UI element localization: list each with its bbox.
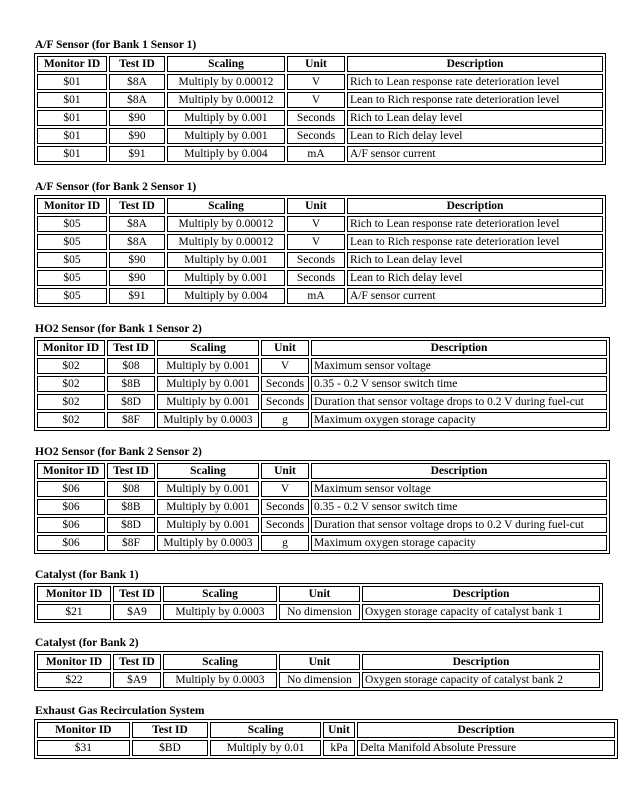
header-unit: Unit	[279, 586, 360, 602]
cell-description: Lean to Rich delay level	[347, 270, 603, 286]
cell-test-id: $8B	[107, 499, 155, 515]
cell-monitor-id: $06	[37, 481, 105, 497]
header-description: Description	[311, 463, 607, 479]
cell-unit: No dimension	[279, 604, 360, 620]
cell-monitor-id: $21	[37, 604, 111, 620]
header-monitor-id: Monitor ID	[37, 340, 105, 356]
cell-monitor-id: $06	[37, 499, 105, 515]
cell-scaling: Multiply by 0.0003	[157, 412, 259, 428]
cell-description: Lean to Rich response rate deterioration level	[347, 92, 603, 108]
section-title: Exhaust Gas Recirculation System	[35, 705, 205, 717]
cell-scaling: Multiply by 0.004	[167, 288, 285, 304]
header-description: Description	[362, 586, 600, 602]
table-row	[37, 412, 607, 428]
cell-monitor-id: $06	[37, 517, 105, 533]
cell-unit: Seconds	[261, 517, 309, 533]
header-scaling: Scaling	[210, 722, 321, 738]
header-description: Description	[362, 654, 600, 670]
cell-monitor-id: $22	[37, 672, 111, 688]
cell-monitor-id: $05	[37, 252, 107, 268]
table-header-row	[37, 722, 615, 738]
header-monitor-id: Monitor ID	[37, 654, 111, 670]
cell-test-id: $90	[109, 128, 165, 144]
cell-unit: Seconds	[261, 376, 309, 392]
cell-scaling: Multiply by 0.004	[167, 146, 285, 162]
section	[35, 636, 603, 691]
data-table	[34, 337, 610, 431]
table-header-row	[37, 340, 607, 356]
table-header-row	[37, 586, 600, 602]
cell-unit: V	[287, 216, 345, 232]
cell-scaling: Multiply by 0.0003	[163, 672, 277, 688]
cell-test-id: $91	[109, 288, 165, 304]
table-row	[37, 128, 603, 144]
table-row	[37, 252, 603, 268]
table-row	[37, 92, 603, 108]
cell-unit: Seconds	[287, 252, 345, 268]
cell-test-id: $08	[107, 481, 155, 497]
cell-description: Rich to Lean response rate deterioration level	[347, 216, 603, 232]
cell-scaling: Multiply by 0.001	[157, 499, 259, 515]
header-test-id: Test ID	[109, 56, 165, 72]
table-row	[37, 358, 607, 374]
cell-monitor-id: $02	[37, 358, 105, 374]
cell-scaling: Multiply by 0.00012	[167, 234, 285, 250]
cell-description: 0.35 - 0.2 V sensor switch time	[311, 376, 607, 392]
header-scaling: Scaling	[163, 586, 277, 602]
cell-monitor-id: $02	[37, 412, 105, 428]
cell-test-id: $8A	[109, 234, 165, 250]
table-row	[37, 604, 600, 620]
data-table	[34, 651, 603, 691]
cell-monitor-id: $05	[37, 216, 107, 232]
section	[35, 322, 610, 431]
cell-test-id: $8A	[109, 216, 165, 232]
table-row	[37, 481, 607, 497]
header-unit: Unit	[261, 463, 309, 479]
cell-test-id: $A9	[113, 672, 161, 688]
table-row	[37, 517, 607, 533]
table-header-row	[37, 654, 600, 670]
cell-scaling: Multiply by 0.01	[210, 740, 321, 756]
cell-unit: g	[261, 535, 309, 551]
cell-unit: Seconds	[287, 270, 345, 286]
cell-description: Lean to Rich response rate deterioration level	[347, 234, 603, 250]
header-monitor-id: Monitor ID	[37, 586, 111, 602]
cell-test-id: $BD	[132, 740, 209, 756]
cell-monitor-id: $01	[37, 74, 107, 90]
header-monitor-id: Monitor ID	[37, 198, 107, 214]
table-row	[37, 270, 603, 286]
section-title: Catalyst (for Bank 2)	[35, 637, 139, 649]
section	[35, 568, 603, 623]
section-title: A/F Sensor (for Bank 1 Sensor 1)	[35, 39, 197, 51]
data-table	[34, 195, 606, 307]
table-row	[37, 672, 600, 688]
cell-unit: g	[261, 412, 309, 428]
cell-test-id: $8F	[107, 412, 155, 428]
cell-monitor-id: $05	[37, 270, 107, 286]
cell-description: A/F sensor current	[347, 288, 603, 304]
table-header-row	[37, 463, 607, 479]
table-header-row	[37, 56, 603, 72]
cell-description: 0.35 - 0.2 V sensor switch time	[311, 499, 607, 515]
cell-test-id: $8F	[107, 535, 155, 551]
cell-scaling: Multiply by 0.00012	[167, 74, 285, 90]
table-row	[37, 394, 607, 410]
section-title: Catalyst (for Bank 1)	[35, 569, 139, 581]
header-unit: Unit	[287, 198, 345, 214]
data-table	[34, 460, 610, 554]
cell-description: Maximum sensor voltage	[311, 481, 607, 497]
table-row	[37, 376, 607, 392]
header-test-id: Test ID	[109, 198, 165, 214]
cell-scaling: Multiply by 0.00012	[167, 216, 285, 232]
cell-scaling: Multiply by 0.0003	[157, 535, 259, 551]
cell-monitor-id: $06	[37, 535, 105, 551]
cell-monitor-id: $01	[37, 146, 107, 162]
header-description: Description	[311, 340, 607, 356]
header-test-id: Test ID	[113, 654, 161, 670]
cell-test-id: $91	[109, 146, 165, 162]
cell-scaling: Multiply by 0.001	[157, 376, 259, 392]
cell-test-id: $8B	[107, 376, 155, 392]
cell-test-id: $90	[109, 252, 165, 268]
cell-description: Lean to Rich delay level	[347, 128, 603, 144]
cell-description: Oxygen storage capacity of catalyst bank 1	[362, 604, 600, 620]
cell-description: Duration that sensor voltage drops to 0.2 V during fuel-cut	[311, 394, 607, 410]
cell-unit: V	[261, 358, 309, 374]
header-unit: Unit	[323, 722, 355, 738]
header-description: Description	[347, 198, 603, 214]
cell-scaling: Multiply by 0.001	[167, 110, 285, 126]
cell-scaling: Multiply by 0.001	[157, 394, 259, 410]
cell-scaling: Multiply by 0.0003	[163, 604, 277, 620]
cell-description: Delta Manifold Absolute Pressure	[357, 740, 615, 756]
header-unit: Unit	[261, 340, 309, 356]
cell-monitor-id: $05	[37, 288, 107, 304]
cell-unit: V	[287, 74, 345, 90]
cell-scaling: Multiply by 0.001	[167, 270, 285, 286]
header-test-id: Test ID	[113, 586, 161, 602]
data-table	[34, 583, 603, 623]
cell-test-id: $8D	[107, 394, 155, 410]
table-row	[37, 740, 615, 756]
cell-description: Maximum oxygen storage capacity	[311, 412, 607, 428]
data-table	[34, 719, 618, 759]
cell-unit: V	[287, 234, 345, 250]
header-test-id: Test ID	[107, 340, 155, 356]
header-scaling: Scaling	[157, 463, 259, 479]
table-row	[37, 499, 607, 515]
header-unit: Unit	[279, 654, 360, 670]
cell-unit: Seconds	[261, 499, 309, 515]
header-description: Description	[357, 722, 615, 738]
cell-monitor-id: $01	[37, 92, 107, 108]
section	[35, 704, 618, 759]
header-monitor-id: Monitor ID	[37, 56, 107, 72]
table-row	[37, 146, 603, 162]
cell-unit: No dimension	[279, 672, 360, 688]
cell-scaling: Multiply by 0.001	[167, 252, 285, 268]
cell-unit: Seconds	[261, 394, 309, 410]
header-test-id: Test ID	[132, 722, 209, 738]
table-header-row	[37, 198, 603, 214]
cell-test-id: $90	[109, 110, 165, 126]
data-table	[34, 53, 606, 165]
cell-description: Rich to Lean delay level	[347, 110, 603, 126]
section-title: HO2 Sensor (for Bank 2 Sensor 2)	[35, 446, 202, 458]
cell-unit: Seconds	[287, 110, 345, 126]
table-row	[37, 110, 603, 126]
header-monitor-id: Monitor ID	[37, 463, 105, 479]
cell-unit: kPa	[323, 740, 355, 756]
cell-unit: mA	[287, 146, 345, 162]
cell-monitor-id: $02	[37, 394, 105, 410]
header-scaling: Scaling	[167, 56, 285, 72]
section	[35, 445, 610, 554]
header-unit: Unit	[287, 56, 345, 72]
cell-description: Maximum sensor voltage	[311, 358, 607, 374]
cell-test-id: $90	[109, 270, 165, 286]
header-scaling: Scaling	[157, 340, 259, 356]
cell-unit: mA	[287, 288, 345, 304]
cell-scaling: Multiply by 0.001	[157, 517, 259, 533]
cell-test-id: $8A	[109, 74, 165, 90]
table-row	[37, 216, 603, 232]
cell-description: Oxygen storage capacity of catalyst bank 2	[362, 672, 600, 688]
cell-test-id: $8A	[109, 92, 165, 108]
cell-unit: V	[287, 92, 345, 108]
cell-test-id: $A9	[113, 604, 161, 620]
cell-monitor-id: $01	[37, 110, 107, 126]
cell-monitor-id: $02	[37, 376, 105, 392]
header-test-id: Test ID	[107, 463, 155, 479]
section	[35, 38, 606, 165]
cell-description: Rich to Lean delay level	[347, 252, 603, 268]
table-row	[37, 288, 603, 304]
header-scaling: Scaling	[167, 198, 285, 214]
cell-test-id: $08	[107, 358, 155, 374]
table-row	[37, 234, 603, 250]
cell-unit: V	[261, 481, 309, 497]
cell-description: A/F sensor current	[347, 146, 603, 162]
cell-scaling: Multiply by 0.001	[167, 128, 285, 144]
header-monitor-id: Monitor ID	[37, 722, 130, 738]
cell-scaling: Multiply by 0.00012	[167, 92, 285, 108]
table-row	[37, 535, 607, 551]
section	[35, 180, 606, 307]
header-description: Description	[347, 56, 603, 72]
table-row	[37, 74, 603, 90]
cell-monitor-id: $01	[37, 128, 107, 144]
cell-scaling: Multiply by 0.001	[157, 481, 259, 497]
cell-monitor-id: $31	[37, 740, 130, 756]
header-scaling: Scaling	[163, 654, 277, 670]
cell-unit: Seconds	[287, 128, 345, 144]
cell-description: Duration that sensor voltage drops to 0.2 V during fuel-cut	[311, 517, 607, 533]
section-title: A/F Sensor (for Bank 2 Sensor 1)	[35, 181, 197, 193]
cell-test-id: $8D	[107, 517, 155, 533]
cell-description: Maximum oxygen storage capacity	[311, 535, 607, 551]
cell-scaling: Multiply by 0.001	[157, 358, 259, 374]
cell-description: Rich to Lean response rate deterioration level	[347, 74, 603, 90]
cell-monitor-id: $05	[37, 234, 107, 250]
section-title: HO2 Sensor (for Bank 1 Sensor 2)	[35, 323, 202, 335]
